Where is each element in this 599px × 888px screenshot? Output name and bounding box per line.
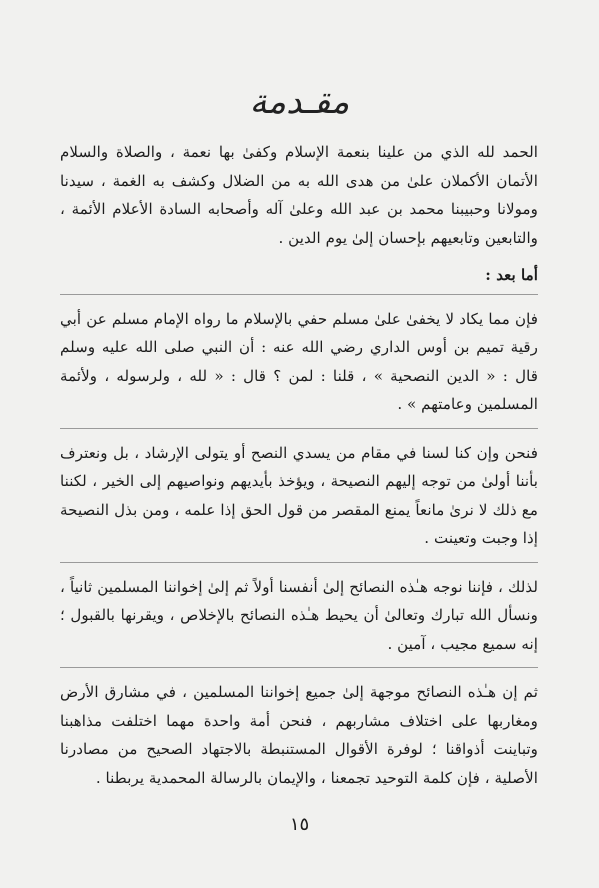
- paragraph-intention: لذلك ، فإننا نوجه هـٰذه النصائح إلىٰ أنفسنا أولاً ثم إلىٰ إخواننا المسلمين ثانياً ، ونسأل الله تبارك وتعالىٰ أن يحيط هـٰذه النصائح بالإخلاص ، ويقرنها بالقبول ؛ إنه سميع مجيب ، آمين .: [60, 577, 538, 653]
- section-divider: [60, 667, 538, 668]
- paragraph-advice: فنحن وإن كنا لسنا في مقام من يسدي النصح أو يتولى الإرشاد ، بل ونعترف بأننا أولىٰ من توجه إليهم النصيحة ، ويؤخذ بأيديهم ونواصيهم إلى الخير ، لكننا مع ذلك لا نرىٰ مانعاً يمنع المقصر من قول الحق إذا علمه ، ومن بذل النصيحة إذا وجبت وتعينت .: [60, 443, 538, 547]
- page-title: مقـدمة: [249, 82, 350, 122]
- section-divider: [60, 428, 538, 429]
- section-divider: [60, 294, 538, 295]
- page-number: ١٥: [289, 814, 310, 835]
- paragraph-opening: الحمد لله الذي من علينا بنعمة الإسلام وكفىٰ بها نعمة ، والصلاة والسلام الأتمان الأكملان علىٰ من هدى الله به من الضلال وكشف به الغمة ، سيدنا ومولانا وحبيبنا محمد بن عبد الله وعلىٰ آله وأصحابه السادة الأعلام الأئمة ، والتابعين وتابعيهم بإحسان إلىٰ يوم الدين .: [60, 143, 538, 247]
- paragraph-hadith: فإن مما يكاد لا يخفىٰ علىٰ مسلم حفي بالإسلام ما رواه الإمام مسلم عن أبي رقية تميم بن أوس الداري رضي الله عنه : أن النبي صلى الله عليه وسلم قال : « الدين النصحية » ، قلنا : لمن ؟ قال : « لله ، ولرسوله ، ولأئمة المسلمين وعامتهم » .: [60, 309, 538, 413]
- section-divider: [60, 562, 538, 563]
- paragraph-amma-bad: أما بعد :: [485, 266, 538, 284]
- page-body: [60, 138, 538, 801]
- paragraph-unity: ثم إن هـٰذه النصائح موجهة إلىٰ جميع إخواننا المسلمين ، في مشارق الأرض ومغاربها على اختلاف مشاربهم ، فنحن أمة واحدة مهما اختلفت مذاهبنا وتباينت أذواقنا ؛ لوفرة الأقوال المستنبطة بالاجتهاد الصحيح من مصادرنا الأصلية ، فإن كلمة التوحيد تجمعنا ، والإيمان بالرسالة المحمدية يربطنا .: [60, 683, 538, 787]
